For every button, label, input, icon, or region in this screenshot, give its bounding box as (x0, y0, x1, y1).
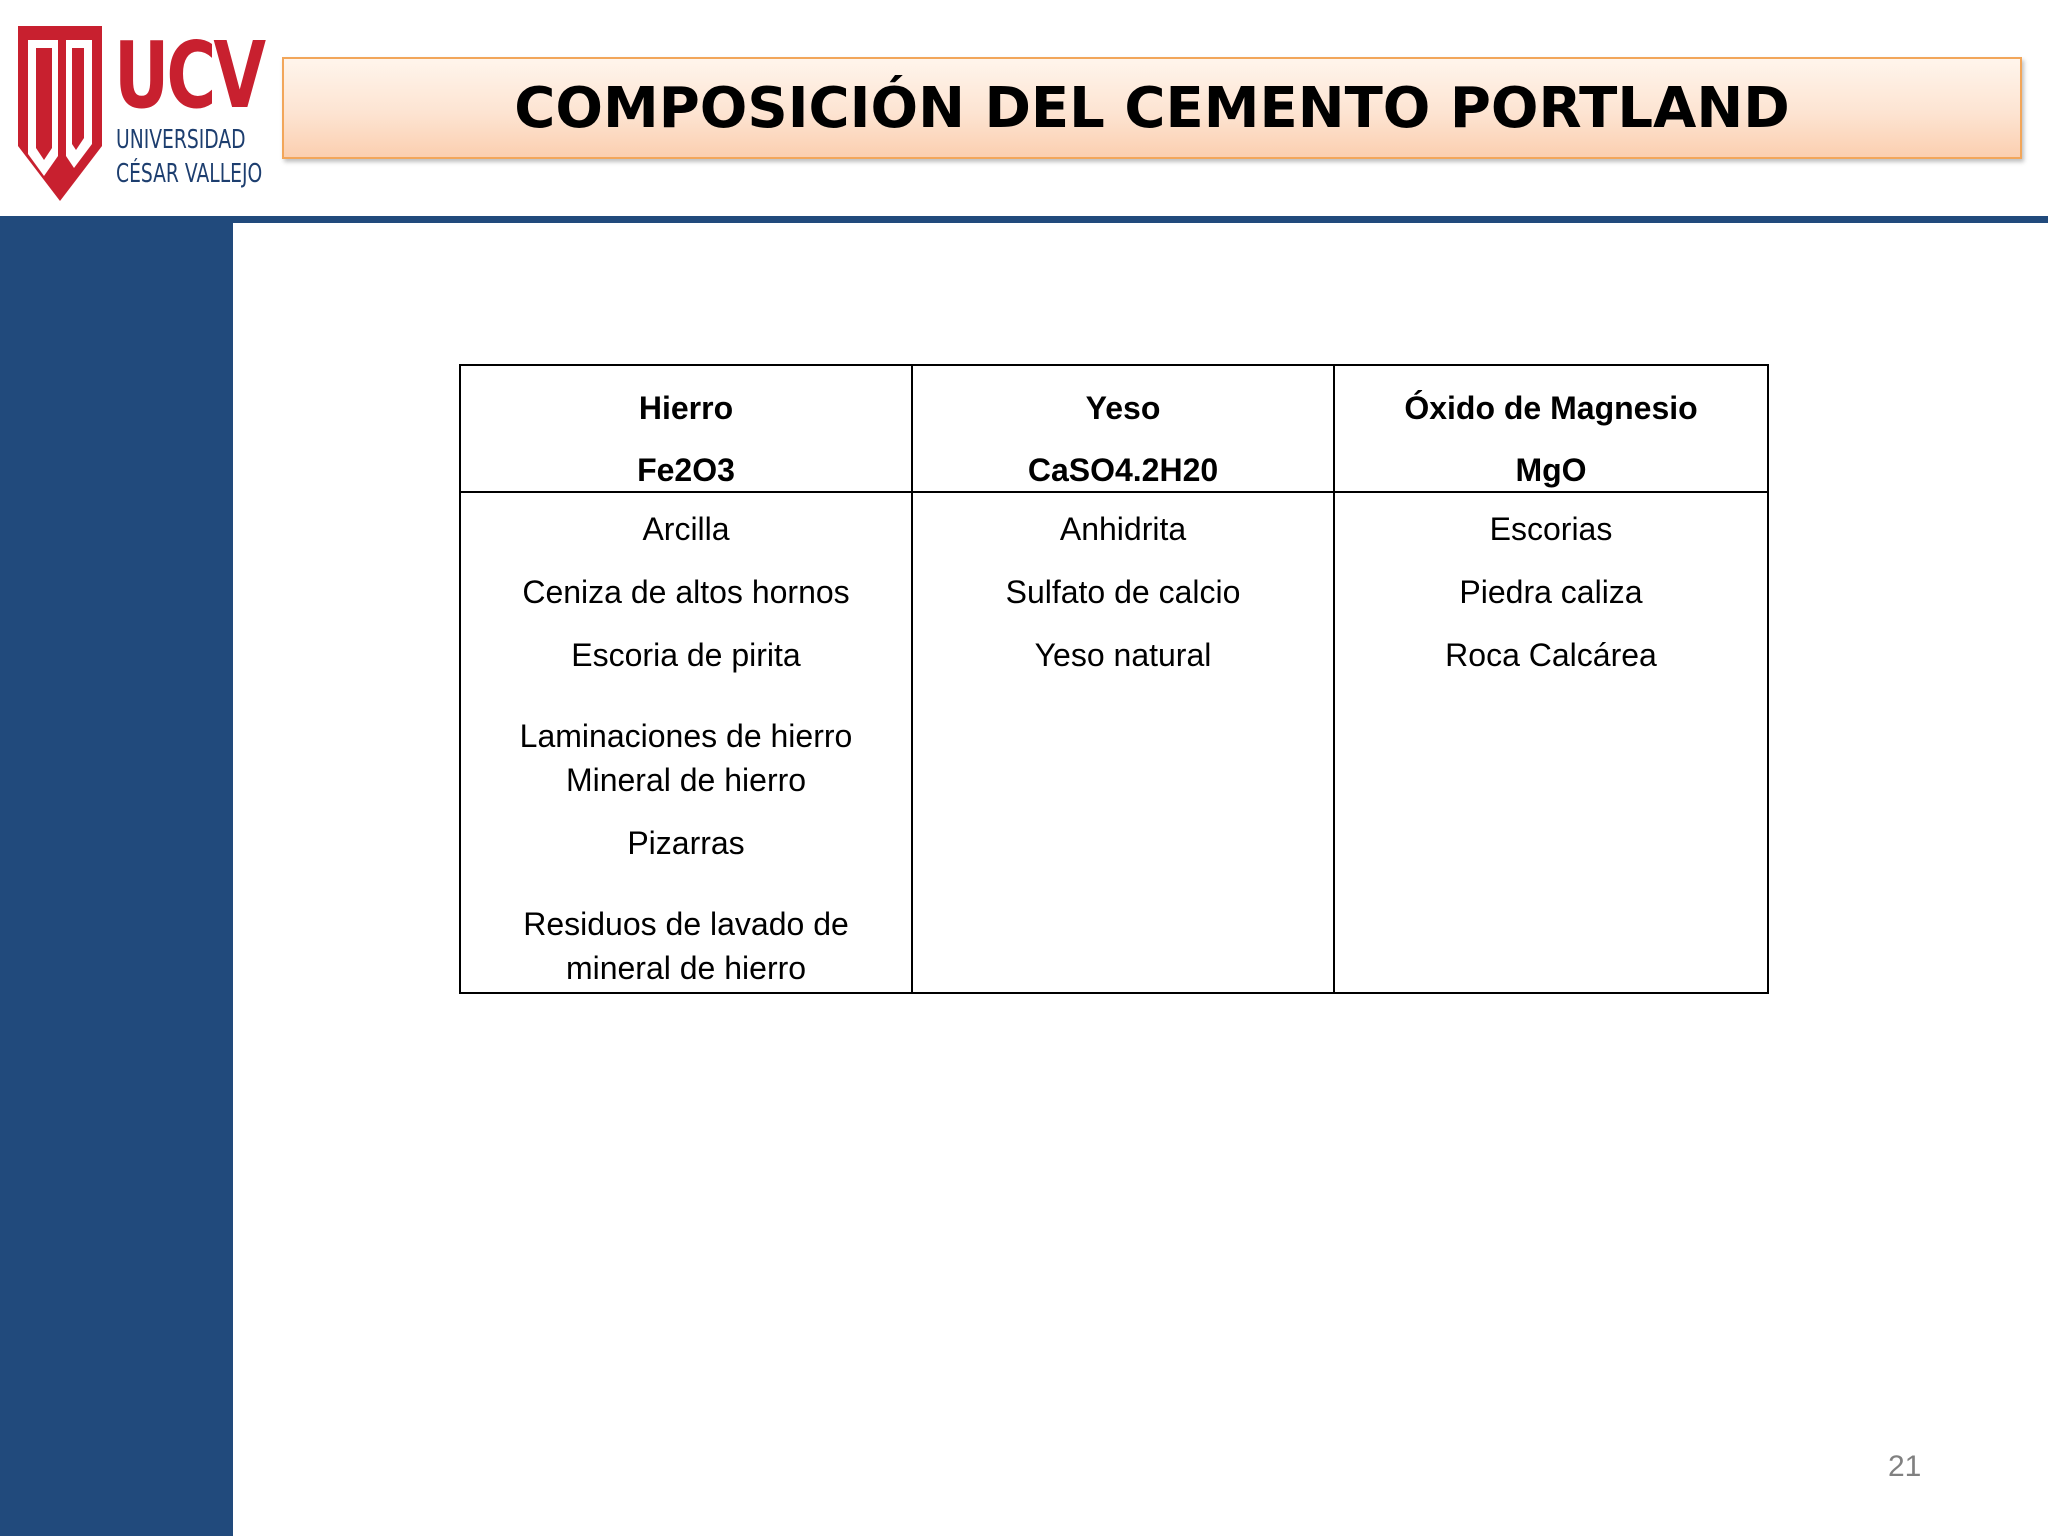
list-item: Residuos de lavado de (523, 906, 849, 942)
sidebar-band (0, 219, 233, 1536)
column-formula: CaSO4.2H20 (1027, 452, 1219, 488)
column-formula: MgO (1515, 452, 1587, 488)
table-header-row (460, 365, 1768, 492)
page-number: 21 (1888, 1450, 1922, 1483)
list-item: Yeso natural (1034, 637, 1212, 673)
body-cell-oxido-magnesio (1334, 492, 1768, 993)
header-cell-oxido-magnesio (1334, 365, 1768, 492)
list-item: Escoria de pirita (571, 637, 801, 673)
list-item: Laminaciones de hierro (519, 718, 853, 754)
header-cell-hierro (460, 365, 912, 492)
slide-title: COMPOSICIÓN DEL CEMENTO PORTLAND (514, 75, 1790, 141)
list-item: Escorias (1489, 511, 1613, 547)
composition-table (459, 364, 1769, 994)
header-divider (0, 216, 2048, 223)
list-item: Arcilla (642, 511, 730, 547)
logo-wordmark: UCV (114, 22, 264, 129)
list-item: Piedra caliza (1459, 574, 1643, 610)
logo-line-universidad: UNIVERSIDAD (116, 125, 246, 155)
logo-line-cesar-vallejo: CÉSAR VALLEJO (116, 159, 263, 189)
table-body-row (460, 492, 1768, 993)
column-name: Óxido de Magnesio (1404, 390, 1698, 426)
header-cell-yeso (912, 365, 1334, 492)
shield-icon (18, 26, 102, 201)
list-item: Pizarras (627, 825, 745, 861)
list-item: Anhidrita (1059, 511, 1187, 547)
list-item: Sulfato de calcio (1005, 574, 1241, 610)
university-logo (18, 22, 264, 201)
list-item: Ceniza de altos hornos (522, 574, 850, 610)
column-name: Yeso (1085, 390, 1161, 426)
list-item: mineral de hierro (565, 950, 807, 986)
list-item: Mineral de hierro (565, 762, 807, 798)
title-banner (282, 57, 2022, 159)
body-cell-hierro (460, 492, 912, 993)
column-formula: Fe2O3 (637, 452, 735, 488)
list-item: Roca Calcárea (1445, 637, 1657, 673)
body-cell-yeso (912, 492, 1334, 993)
column-name: Hierro (638, 390, 734, 426)
